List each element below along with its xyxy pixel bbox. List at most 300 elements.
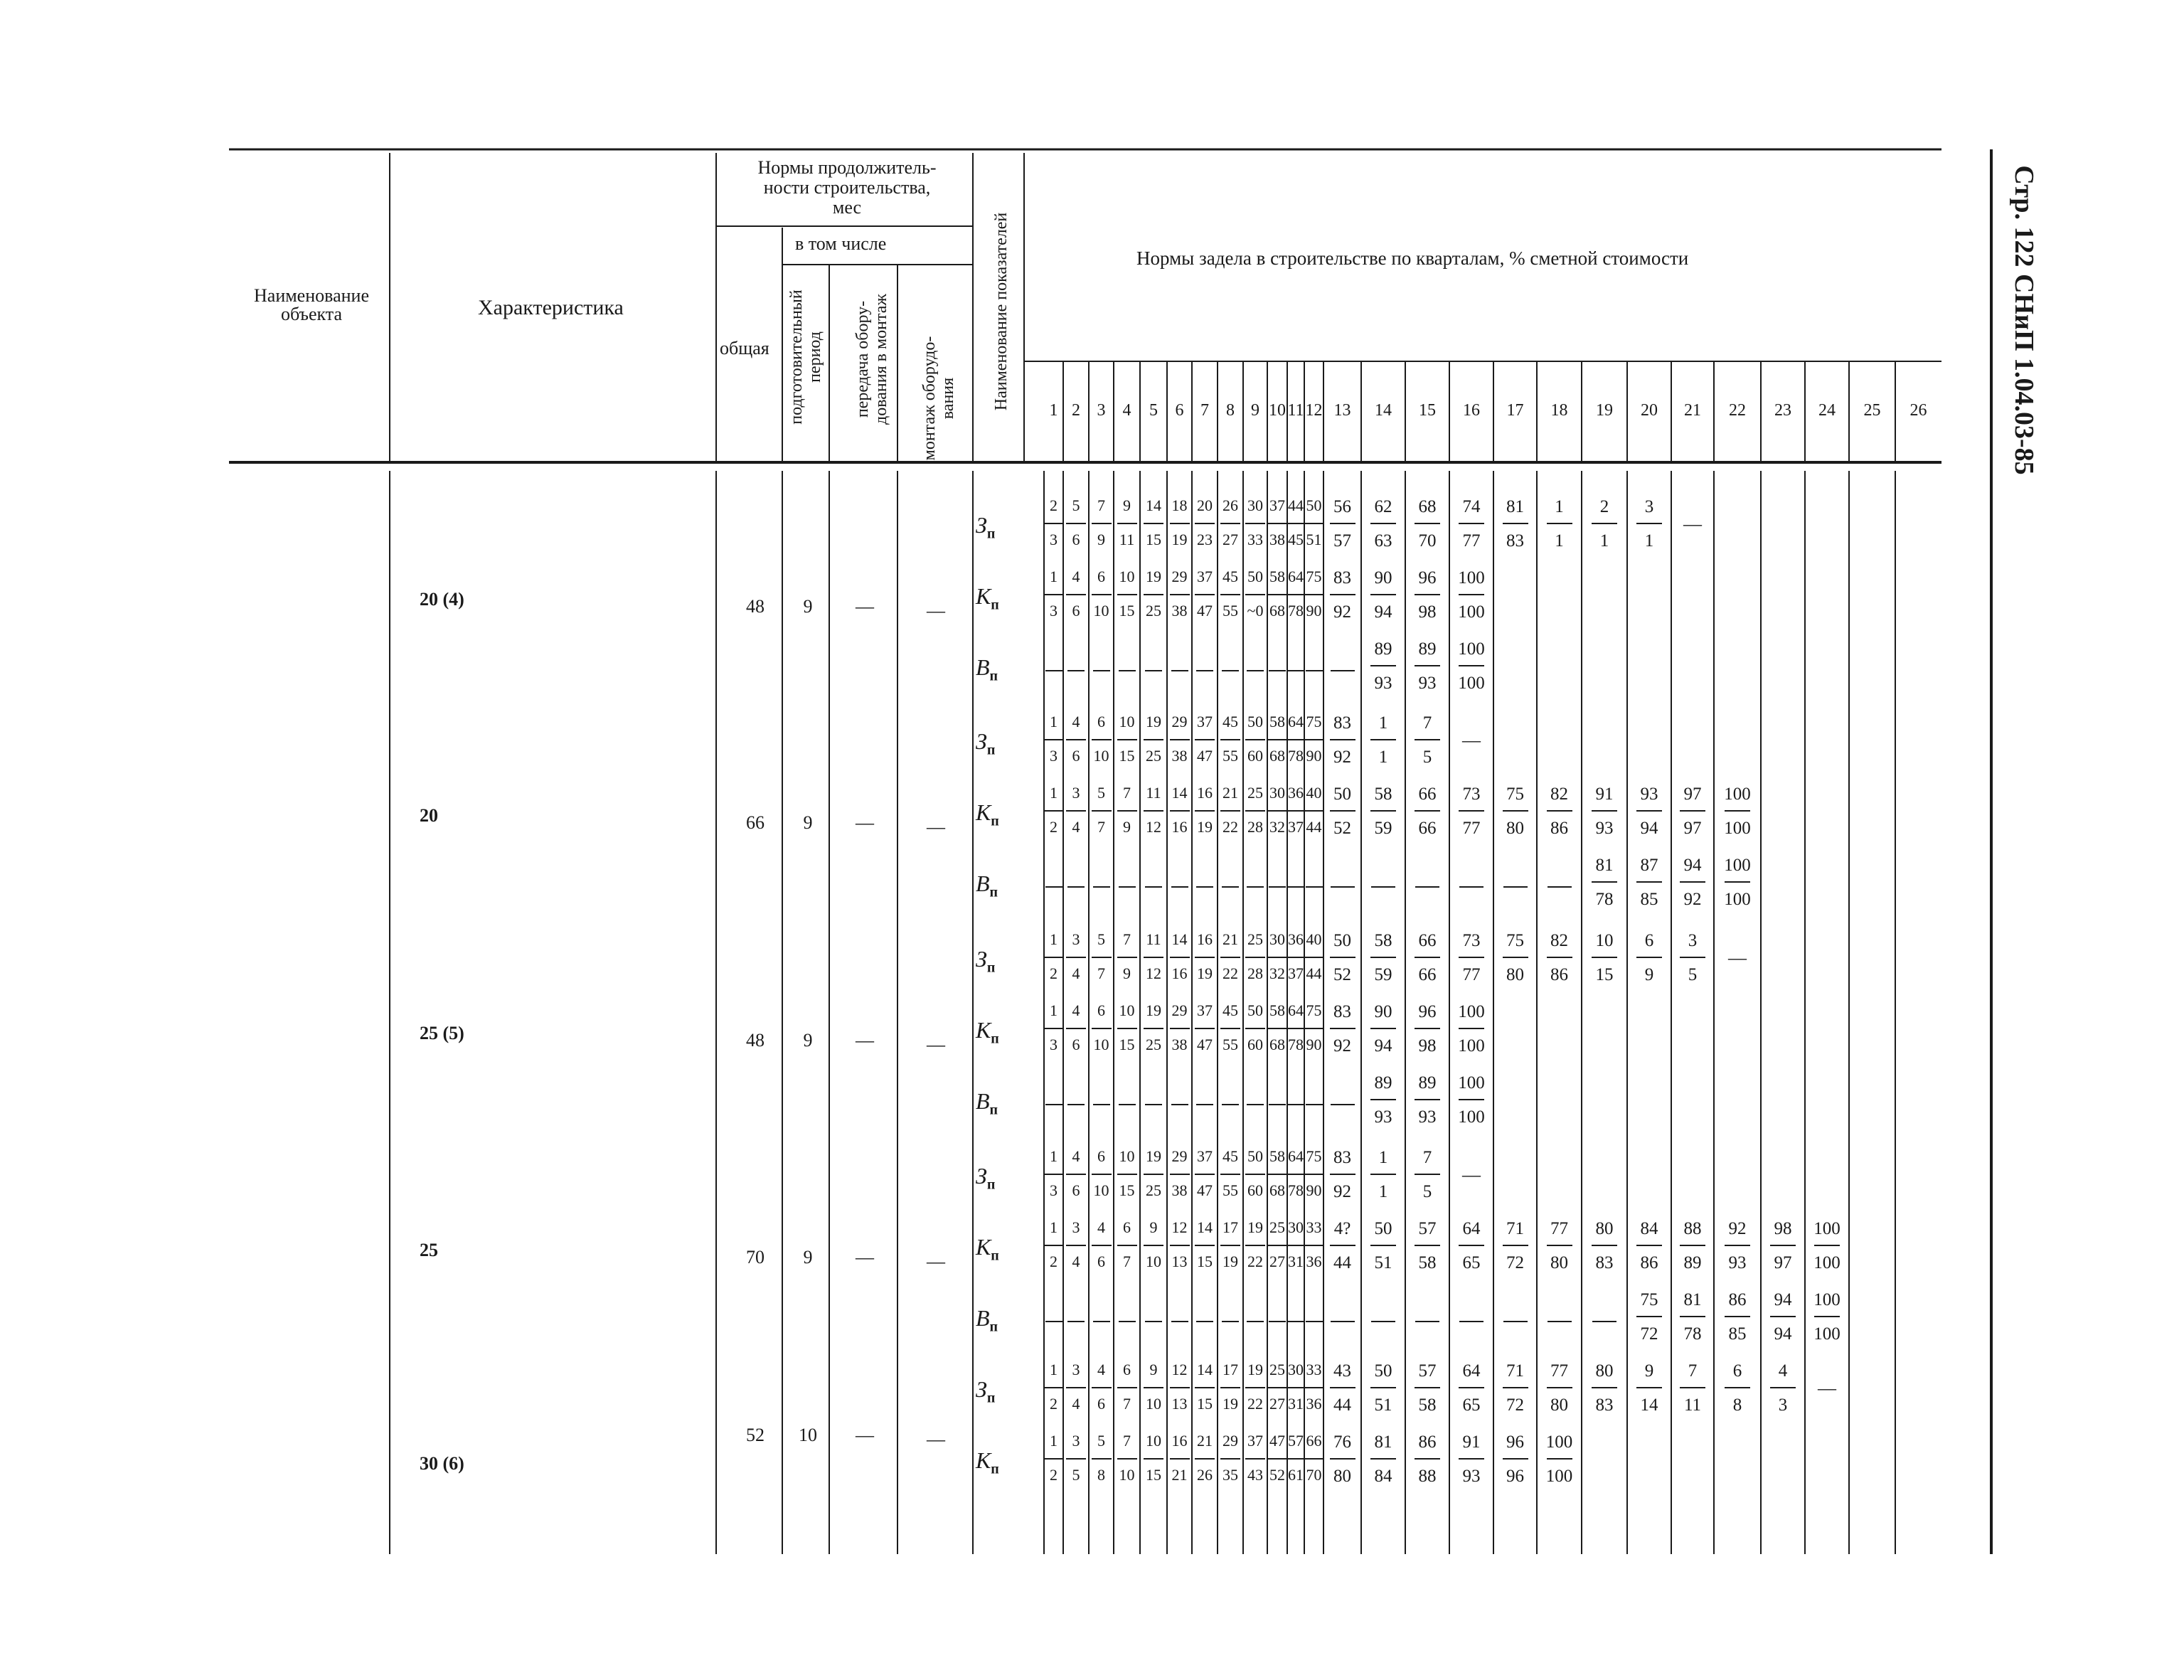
backlog-fraction: 84 86 (1634, 1220, 1665, 1272)
empty-dash (1145, 1104, 1162, 1105)
backlog-fraction: 76 80 (1327, 1433, 1358, 1486)
empty-dash (1067, 670, 1085, 671)
backlog-fraction: 75 80 (1500, 785, 1531, 838)
backlog-fraction: 50 51 (1368, 1362, 1399, 1415)
empty-dash (1247, 1321, 1264, 1322)
row-duration-total: 48 (746, 1030, 765, 1051)
empty-dash (1592, 1321, 1616, 1322)
row-characteristic: 25 (420, 1240, 438, 1260)
backlog-fraction: 62 63 (1368, 498, 1399, 551)
empty-dash (1287, 670, 1304, 671)
empty-dash (1331, 670, 1355, 671)
backlog-fraction: 21 22 (1218, 785, 1243, 838)
backlog-fraction: 77 80 (1544, 1362, 1575, 1415)
backlog-fraction: 89 93 (1368, 1074, 1399, 1127)
backlog-fraction: 83 92 (1327, 569, 1358, 622)
empty-dash (1222, 1104, 1239, 1105)
quarter-number: 24 (1818, 401, 1836, 420)
quarter-number: 12 (1305, 401, 1323, 420)
row-equipment-install: — (927, 1034, 945, 1055)
backlog-fraction: 3 4 (1063, 1362, 1089, 1415)
empty-dash (1459, 1321, 1483, 1322)
backlog-fraction: 1 3 (1041, 714, 1067, 767)
row-end-dash: — (1683, 514, 1702, 534)
empty-dash (1415, 1321, 1439, 1322)
backlog-fraction: 19 25 (1141, 1003, 1166, 1056)
backlog-fraction: 29 38 (1167, 1149, 1193, 1201)
backlog-fraction: 30 31 (1283, 1362, 1309, 1415)
empty-dash (1045, 1104, 1062, 1105)
backlog-fraction: 50 60 (1242, 1003, 1268, 1056)
backlog-fraction: 6 10 (1089, 1149, 1114, 1201)
row-prep-period: 9 (803, 1247, 813, 1267)
backlog-fraction: 4 6 (1063, 569, 1089, 622)
backlog-fraction: 7 5 (1412, 1149, 1443, 1201)
quarter-number: 25 (1863, 401, 1881, 420)
backlog-fraction: 14 15 (1141, 498, 1166, 551)
quarter-number: 7 (1200, 401, 1209, 420)
backlog-fraction: 75 90 (1301, 714, 1327, 767)
backlog-fraction: 87 85 (1634, 856, 1665, 909)
backlog-fraction: 94 92 (1677, 856, 1708, 909)
backlog-fraction: 80 83 (1589, 1362, 1620, 1415)
empty-dash (1196, 886, 1213, 888)
backlog-fraction: 9 14 (1634, 1362, 1665, 1415)
empty-dash (1548, 1321, 1572, 1322)
quarter-number: 6 (1175, 401, 1184, 420)
quarter-number: 17 (1506, 401, 1524, 420)
backlog-fraction: 92 93 (1722, 1220, 1753, 1272)
backlog-fraction: 37 47 (1192, 1003, 1218, 1056)
quarter-number: 19 (1596, 401, 1613, 420)
backlog-fraction: 100 100 (1724, 856, 1751, 909)
empty-dash (1045, 886, 1062, 888)
backlog-fraction: 36 37 (1283, 785, 1309, 838)
empty-dash (1306, 1104, 1323, 1105)
backlog-fraction: 64 78 (1283, 569, 1309, 622)
backlog-fraction: 19 25 (1141, 714, 1166, 767)
backlog-fraction: 30 31 (1283, 1220, 1309, 1272)
empty-dash (1222, 1321, 1239, 1322)
backlog-fraction: 25 27 (1264, 1220, 1290, 1272)
backlog-fraction: 7 5 (1412, 714, 1443, 767)
backlog-fraction: 30 32 (1264, 932, 1290, 984)
empty-dash (1119, 1104, 1136, 1105)
backlog-fraction: 7 9 (1114, 932, 1140, 984)
empty-dash (1171, 886, 1188, 888)
backlog-fraction: 66 66 (1412, 932, 1443, 984)
backlog-fraction: 64 78 (1283, 714, 1309, 767)
backlog-fraction: 75 90 (1301, 569, 1327, 622)
indicator-symbol: $З_п$ (976, 1163, 996, 1193)
row-duration-total: 48 (746, 596, 765, 617)
quarter-number: 1 (1049, 401, 1058, 420)
backlog-fraction: 4 6 (1063, 1003, 1089, 1056)
backlog-fraction: 25 27 (1264, 1362, 1290, 1415)
quarter-number: 14 (1375, 401, 1392, 420)
backlog-fraction: 96 98 (1412, 1003, 1443, 1056)
backlog-fraction: 50 52 (1327, 785, 1358, 838)
backlog-fraction: 16 19 (1192, 785, 1218, 838)
backlog-fraction: 1 1 (1544, 498, 1575, 551)
backlog-fraction: 37 47 (1192, 1149, 1218, 1201)
empty-dash (1287, 1321, 1304, 1322)
backlog-fraction: 5 6 (1063, 498, 1089, 551)
backlog-fraction: 100 100 (1724, 785, 1751, 838)
row-characteristic: 20 (4) (420, 589, 464, 610)
quarter-number: 23 (1774, 401, 1791, 420)
backlog-fraction: 97 97 (1677, 785, 1708, 838)
quarter-number: 10 (1269, 401, 1286, 420)
empty-dash (1045, 1321, 1062, 1322)
backlog-fraction: 5 7 (1089, 932, 1114, 984)
backlog-fraction: 73 77 (1456, 932, 1487, 984)
quarter-number: 2 (1072, 401, 1080, 420)
backlog-fraction: 96 98 (1412, 569, 1443, 622)
row-characteristic: 20 (420, 805, 438, 826)
backlog-fraction: 33 36 (1301, 1362, 1327, 1415)
empty-dash (1171, 1321, 1188, 1322)
backlog-fraction: 37 38 (1264, 498, 1290, 551)
header-object-name: Наименование объекта (254, 285, 369, 324)
empty-dash (1269, 886, 1286, 888)
backlog-fraction: 45 55 (1218, 569, 1243, 622)
backlog-fraction: 64 65 (1456, 1362, 1487, 1415)
backlog-fraction: 4 6 (1089, 1220, 1114, 1272)
backlog-fraction: 82 86 (1544, 785, 1575, 838)
backlog-fraction: 90 94 (1368, 569, 1399, 622)
row-duration-total: 70 (746, 1247, 765, 1267)
empty-dash (1222, 670, 1239, 671)
backlog-fraction: 90 94 (1368, 1003, 1399, 1056)
empty-dash (1287, 886, 1304, 888)
backlog-fraction: 1 2 (1041, 1433, 1067, 1486)
backlog-fraction: 4? 44 (1327, 1220, 1358, 1272)
backlog-fraction: 10 15 (1114, 714, 1140, 767)
header-backlog-norms: Нормы задела в строительстве по кварталам, % сметной стоимости (1136, 248, 1689, 269)
backlog-fraction: 75 90 (1301, 1003, 1327, 1056)
backlog-fraction: 80 83 (1589, 1220, 1620, 1272)
backlog-fraction: 1 2 (1041, 1220, 1067, 1272)
backlog-fraction: 40 44 (1301, 932, 1327, 984)
backlog-fraction: 9 10 (1141, 1362, 1166, 1415)
backlog-fraction: 19 25 (1141, 1149, 1166, 1201)
row-duration-total: 52 (746, 1425, 765, 1445)
empty-dash (1171, 670, 1188, 671)
header-prep-period: подготовительный период (787, 289, 824, 425)
backlog-fraction: 88 89 (1677, 1220, 1708, 1272)
empty-dash (1306, 670, 1323, 671)
backlog-fraction: 29 38 (1167, 1003, 1193, 1056)
empty-dash (1415, 886, 1439, 888)
backlog-fraction: 1 2 (1041, 785, 1067, 838)
backlog-fraction: 43 44 (1327, 1362, 1358, 1415)
backlog-fraction: 50 60 (1242, 714, 1268, 767)
backlog-fraction: 100 100 (1458, 1073, 1485, 1127)
backlog-fraction: 100 100 (1545, 1432, 1573, 1486)
backlog-fraction: 29 38 (1167, 714, 1193, 767)
backlog-fraction: 47 52 (1264, 1433, 1290, 1486)
empty-dash (1222, 886, 1239, 888)
indicator-symbol: $К_п$ (976, 1447, 999, 1477)
backlog-fraction: 7 10 (1114, 1433, 1140, 1486)
indicator-symbol: $В_п$ (976, 1088, 998, 1118)
row-prep-period: 9 (803, 596, 813, 617)
row-prep-period: 9 (803, 812, 813, 833)
quarter-number: 20 (1641, 401, 1658, 420)
backlog-fraction: 29 35 (1218, 1433, 1243, 1486)
backlog-fraction: 93 94 (1634, 785, 1665, 838)
empty-dash (1145, 670, 1162, 671)
quarter-number: 22 (1729, 401, 1746, 420)
backlog-fraction: 75 80 (1500, 932, 1531, 984)
backlog-fraction: 14 16 (1167, 932, 1193, 984)
backlog-fraction: 3 4 (1063, 785, 1089, 838)
backlog-fraction: 75 72 (1634, 1291, 1665, 1344)
backlog-fraction: 20 23 (1192, 498, 1218, 551)
backlog-fraction: 3 5 (1677, 932, 1708, 984)
backlog-fraction: 94 94 (1767, 1291, 1799, 1344)
quarter-number: 4 (1122, 401, 1131, 420)
backlog-fraction: 19 25 (1141, 569, 1166, 622)
backlog-fraction: 73 77 (1456, 785, 1487, 838)
backlog-fraction: 68 70 (1412, 498, 1443, 551)
empty-dash (1171, 1104, 1188, 1105)
backlog-fraction: 66 70 (1301, 1433, 1327, 1486)
backlog-fraction: 7 9 (1089, 498, 1114, 551)
backlog-fraction: 14 15 (1192, 1362, 1218, 1415)
backlog-fraction: 82 86 (1544, 932, 1575, 984)
backlog-fraction: 100 100 (1458, 1002, 1485, 1056)
backlog-fraction: 25 28 (1242, 785, 1268, 838)
backlog-fraction: 18 19 (1167, 498, 1193, 551)
header-including: в том числе (795, 233, 887, 254)
backlog-fraction: 5 8 (1089, 1433, 1114, 1486)
quarter-number: 21 (1684, 401, 1701, 420)
backlog-fraction: 81 78 (1677, 1291, 1708, 1344)
empty-dash (1093, 1321, 1110, 1322)
backlog-fraction: 37 47 (1192, 714, 1218, 767)
indicator-symbol: $К_п$ (976, 1234, 999, 1264)
backlog-fraction: 64 65 (1456, 1220, 1487, 1272)
row-prep-period: 9 (803, 1030, 813, 1051)
backlog-fraction: 19 22 (1242, 1362, 1268, 1415)
empty-dash (1269, 670, 1286, 671)
backlog-fraction: 7 9 (1114, 785, 1140, 838)
backlog-fraction: 100 100 (1458, 568, 1485, 622)
backlog-fraction: 11 12 (1141, 932, 1166, 984)
backlog-fraction: 91 93 (1589, 785, 1620, 838)
empty-dash (1331, 1321, 1355, 1322)
backlog-fraction: 10 15 (1589, 932, 1620, 984)
backlog-fraction: 14 16 (1167, 785, 1193, 838)
backlog-fraction: 58 59 (1368, 785, 1399, 838)
row-duration-total: 66 (746, 812, 765, 833)
empty-dash (1093, 670, 1110, 671)
page-header: Стр. 122 СНиП 1.04.03-85 (2009, 165, 2039, 475)
empty-dash (1269, 1104, 1286, 1105)
backlog-fraction: 6 7 (1114, 1220, 1140, 1272)
empty-dash (1331, 886, 1355, 888)
row-end-dash: — (1462, 1164, 1481, 1185)
backlog-fraction: 9 11 (1114, 498, 1140, 551)
backlog-fraction: 6 9 (1634, 932, 1665, 984)
row-equipment-transfer: — (856, 1030, 874, 1051)
backlog-fraction: 25 28 (1242, 932, 1268, 984)
empty-dash (1503, 1321, 1528, 1322)
backlog-fraction: 37 47 (1192, 569, 1218, 622)
row-characteristic: 30 (6) (420, 1453, 464, 1474)
backlog-fraction: 81 78 (1589, 856, 1620, 909)
backlog-fraction: 1 3 (1041, 569, 1067, 622)
backlog-fraction: 83 92 (1327, 1149, 1358, 1201)
row-equipment-transfer: — (856, 1247, 874, 1267)
backlog-fraction: 17 19 (1218, 1362, 1243, 1415)
backlog-fraction: 81 83 (1500, 498, 1531, 551)
backlog-fraction: 81 84 (1368, 1433, 1399, 1486)
backlog-fraction: 58 68 (1264, 1149, 1290, 1201)
empty-dash (1503, 886, 1528, 888)
quarter-number: 11 (1287, 401, 1304, 420)
backlog-fraction: 3 4 (1063, 932, 1089, 984)
backlog-fraction: 58 68 (1264, 714, 1290, 767)
backlog-fraction: 6 10 (1089, 1003, 1114, 1056)
empty-dash (1093, 886, 1110, 888)
backlog-fraction: 75 90 (1301, 1149, 1327, 1201)
backlog-fraction: 89 93 (1412, 640, 1443, 693)
backlog-fraction: 45 55 (1218, 1149, 1243, 1201)
backlog-fraction: 86 88 (1412, 1433, 1443, 1486)
header-total: общая (720, 338, 769, 358)
backlog-fraction: 3 4 (1063, 1220, 1089, 1272)
backlog-fraction: 10 15 (1141, 1433, 1166, 1486)
backlog-fraction: 6 8 (1722, 1362, 1753, 1415)
backlog-fraction: 1 3 (1041, 1149, 1067, 1201)
quarter-number: 13 (1333, 401, 1351, 420)
backlog-fraction: 21 22 (1218, 932, 1243, 984)
empty-dash (1371, 1321, 1395, 1322)
backlog-fraction: 50 60 (1242, 1149, 1268, 1201)
backlog-fraction: 3 1 (1634, 498, 1665, 551)
backlog-fraction: 1 2 (1041, 1362, 1067, 1415)
row-equipment-transfer: — (856, 1425, 874, 1445)
backlog-fraction: 100 100 (1458, 639, 1485, 693)
indicator-symbol: $З_п$ (976, 1376, 996, 1406)
backlog-fraction: 7 11 (1677, 1362, 1708, 1415)
backlog-fraction: 89 93 (1412, 1074, 1443, 1127)
backlog-fraction: 16 19 (1192, 932, 1218, 984)
quarter-number: 3 (1097, 401, 1106, 420)
header-equipment-transfer: передача обору- дования в монтаж (853, 294, 890, 425)
backlog-fraction: 6 10 (1089, 714, 1114, 767)
empty-dash (1306, 1321, 1323, 1322)
indicator-symbol: $В_п$ (976, 654, 998, 684)
empty-dash (1247, 670, 1264, 671)
backlog-fraction: 12 13 (1167, 1362, 1193, 1415)
backlog-fraction: 1 1 (1368, 714, 1399, 767)
empty-dash (1145, 886, 1162, 888)
backlog-fraction: 30 32 (1264, 785, 1290, 838)
backlog-fraction: 64 78 (1283, 1149, 1309, 1201)
backlog-fraction: 58 68 (1264, 569, 1290, 622)
row-equipment-install: — (927, 817, 945, 837)
backlog-fraction: 4 6 (1063, 1149, 1089, 1201)
backlog-fraction: 57 61 (1283, 1433, 1309, 1486)
backlog-fraction: 17 19 (1218, 1220, 1243, 1272)
indicator-symbol: $К_п$ (976, 799, 999, 829)
backlog-fraction: 33 36 (1301, 1220, 1327, 1272)
header-duration: Нормы продолжитель- ности строительства, мес (757, 157, 937, 218)
backlog-fraction: 66 66 (1412, 785, 1443, 838)
backlog-fraction: 11 12 (1141, 785, 1166, 838)
row-equipment-install: — (927, 1251, 945, 1272)
empty-dash (1459, 886, 1483, 888)
backlog-fraction: 57 58 (1412, 1220, 1443, 1272)
empty-dash (1287, 1104, 1304, 1105)
backlog-fraction: 2 1 (1589, 498, 1620, 551)
backlog-fraction: 50 51 (1301, 498, 1327, 551)
indicator-symbol: $В_п$ (976, 1305, 998, 1335)
empty-dash (1196, 1104, 1213, 1105)
row-equipment-transfer: — (856, 812, 874, 833)
row-characteristic: 25 (5) (420, 1023, 464, 1043)
empty-dash (1067, 1321, 1085, 1322)
empty-dash (1067, 886, 1085, 888)
row-end-dash: — (1728, 947, 1747, 968)
backlog-fraction: 30 33 (1242, 498, 1268, 551)
backlog-fraction: 96 96 (1500, 1433, 1531, 1486)
header-characteristic: Характеристика (478, 296, 624, 319)
backlog-fraction: 50 52 (1327, 932, 1358, 984)
backlog-fraction: 98 97 (1767, 1220, 1799, 1272)
backlog-fraction: 4 3 (1767, 1362, 1799, 1415)
empty-dash (1119, 1321, 1136, 1322)
backlog-fraction: 58 59 (1368, 932, 1399, 984)
row-equipment-install: — (927, 1429, 945, 1450)
backlog-fraction: 36 37 (1283, 932, 1309, 984)
backlog-fraction: 3 5 (1063, 1433, 1089, 1486)
quarter-number: 15 (1419, 401, 1436, 420)
indicator-symbol: $К_п$ (976, 583, 999, 613)
quarter-number: 5 (1149, 401, 1158, 420)
backlog-fraction: 14 15 (1192, 1220, 1218, 1272)
backlog-fraction: 89 93 (1368, 640, 1399, 693)
backlog-fraction: 45 55 (1218, 714, 1243, 767)
empty-dash (1093, 1104, 1110, 1105)
empty-dash (1247, 1104, 1264, 1105)
empty-dash (1548, 886, 1572, 888)
quarter-number: 26 (1909, 401, 1927, 420)
backlog-fraction: 9 10 (1141, 1220, 1166, 1272)
header-equipment-install: монтаж оборудо- вания (920, 336, 957, 461)
backlog-fraction: 56 57 (1327, 498, 1358, 551)
backlog-fraction: 64 78 (1283, 1003, 1309, 1056)
header-indicator-name: Наименование показателей (992, 212, 1011, 411)
backlog-fraction: 57 58 (1412, 1362, 1443, 1415)
backlog-fraction: 37 43 (1242, 1433, 1268, 1486)
empty-dash (1045, 670, 1062, 671)
empty-dash (1269, 1321, 1286, 1322)
empty-dash (1067, 1104, 1085, 1105)
quarter-number: 16 (1463, 401, 1480, 420)
backlog-fraction: 77 80 (1544, 1220, 1575, 1272)
quarter-number: 8 (1226, 401, 1235, 420)
backlog-fraction: 21 26 (1192, 1433, 1218, 1486)
row-equipment-transfer: — (856, 596, 874, 617)
backlog-fraction: 1 1 (1368, 1149, 1399, 1201)
indicator-symbol: $З_п$ (976, 512, 996, 542)
indicator-symbol: $З_п$ (976, 728, 996, 758)
